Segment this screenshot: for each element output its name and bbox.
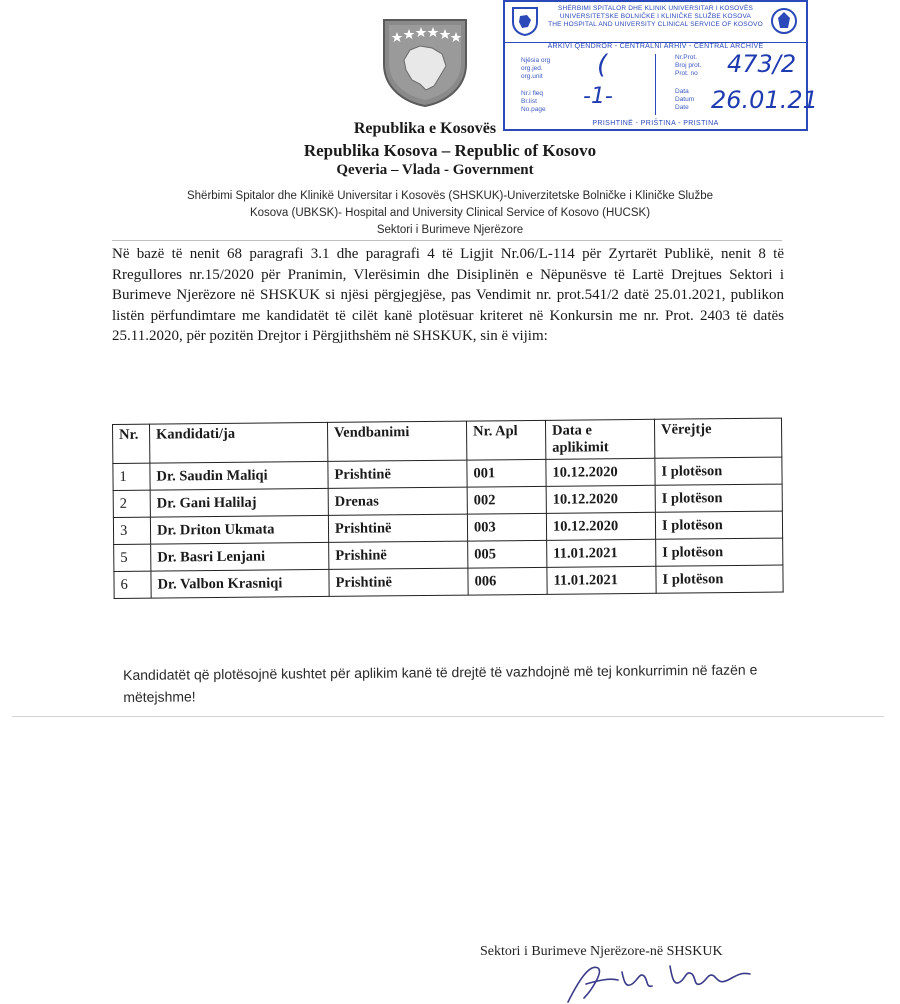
table-cell: Prishtinë — [328, 514, 467, 542]
table-cell: 10.12.2020 — [546, 485, 655, 513]
table-cell: 1 — [113, 463, 150, 490]
stamp-label-org — [521, 57, 550, 81]
table-cell: 3 — [113, 517, 150, 544]
stamp-label: org.jed. — [521, 65, 543, 72]
stamp-header-text — [543, 5, 768, 29]
stamp-label: No.page — [521, 106, 546, 113]
column-header: Nr. Apl — [466, 420, 545, 460]
stamp-header — [505, 2, 806, 43]
stamp-handwritten-protocol: 473/2 — [727, 50, 797, 78]
table-cell: Prishtinë — [329, 568, 468, 596]
stamp-label: Nr.i fleq — [521, 90, 544, 97]
stamp-handwritten-date: 26.01.21 — [711, 86, 818, 114]
table-cell: 10.12.2020 — [546, 512, 655, 540]
stamp-label: Njësia org — [521, 57, 551, 64]
stamp-city: PRISHTINË - PRIŠTINA - PRISTINA — [592, 120, 719, 127]
table-cell: 002 — [467, 486, 546, 514]
closing-paragraph: Kandidatët që plotësojnë kushtet për aplikim kanë të drejtë të vazhdojnë më tej konkurrimin në fazën e mëtejshme! — [123, 661, 758, 705]
table-cell: 11.01.2021 — [547, 566, 656, 594]
signature-label: Sektori i Burimeve Njerëzore-në SHSKUK — [480, 944, 723, 959]
handwritten-signature-icon — [560, 958, 770, 1004]
table-cell: Dr. Saudin Maliqi — [150, 461, 328, 490]
stamp-handwritten-org: ( — [597, 50, 608, 80]
stamp-header-line-2: UNIVERSITETSKE BOLNIČKE I KLINIČKE SLUŽBE KOSOVA — [559, 13, 752, 20]
table-cell: 006 — [468, 567, 547, 595]
column-header: Kandidati/ja — [150, 422, 328, 463]
stamp-header-line-1: SHËRBIMI SPITALOR DHE KLINIK UNIVERSITAR I KOSOVËS — [557, 5, 754, 12]
institution-line-1: Shërbimi Spitalor dhe Klinikë Universitar i Kosovës (SHSKUK)-Univerzitetske Bolničke i Kliničke Službe — [186, 190, 713, 202]
sector-name: Sektori i Burimeve Njerëzore — [376, 224, 524, 236]
table-cell: Dr. Valbon Krasniqi — [151, 569, 329, 598]
stamp-archive-line: ARKIVI QENDROR - CENTRALNI ARHIV - CENTRAL ARCHIVE — [547, 43, 764, 50]
intro-paragraph: Në bazë të nenit 68 paragrafi 3.1 dhe paragrafi 4 të Ligjit Nr.06/L-114 për Zyrtarët Publikë, nenit 8 të Rregullores nr.15/2020 për Pranimin, Vlerësimin dhe Disiplinën e Nëpunësve të Lartë Drejtues Sektori i Burimeve Njerëzore në SHSKUK si njësi përgjegjëse, pas Vendimit nr. prot.541/2 datë 25.01.2021, publikon listën përfundimtare me kandidatët të cilët kanë plotësuar kriteret në Konkursin me nr. Prot. 2403 të datës 25.11.2020, për pozitën Drejtor i Përgjithshëm në SHSKUK, sin ë vijim: — [112, 246, 784, 344]
table-cell: I plotëson — [656, 538, 783, 566]
government-title: Qeveria – Vlada - Government — [336, 162, 534, 178]
table-cell: Dr. Driton Ukmata — [150, 515, 328, 544]
stamp-label: org.unit — [521, 73, 543, 80]
column-header: Vendbanimi — [327, 421, 466, 461]
stamp-label-date — [675, 88, 694, 112]
table-cell: 10.12.2020 — [546, 458, 655, 486]
institution-block — [100, 188, 800, 239]
stamp-emblem-icon — [770, 6, 798, 36]
stamp-label: Data — [675, 88, 689, 95]
table-cell: 001 — [467, 459, 546, 487]
stamp-label: Nr.Prot. — [675, 54, 698, 61]
table-cell: 003 — [467, 513, 546, 541]
stamp-divider — [655, 54, 656, 115]
republic-full-title: Republika Kosova – Republic of Kosovo — [303, 141, 597, 160]
stamp-label-prot — [675, 54, 701, 78]
candidates-table — [112, 418, 784, 599]
stamp-label: Date — [675, 104, 689, 111]
table-cell: 6 — [114, 571, 151, 598]
stamp-label: Br.list — [521, 98, 537, 105]
table-header-row — [113, 418, 782, 463]
table-cell: Prishinë — [329, 541, 468, 569]
table-cell: 11.01.2021 — [547, 539, 656, 567]
table-row — [114, 565, 783, 598]
republic-title: Republika e Kosovës — [353, 120, 497, 137]
header-divider — [112, 240, 782, 241]
column-header: Nr. — [113, 424, 150, 463]
column-header: Vërejtje — [654, 418, 781, 458]
stamp-label-pages — [521, 90, 546, 114]
stamp-header-line-3: THE HOSPITAL AND UNIVERSITY CLINICAL SERVICE OF KOSOVO — [548, 21, 763, 28]
stamp-handwritten-pages: -1- — [583, 84, 613, 109]
table-cell: 5 — [114, 544, 151, 571]
kosovo-coat-of-arms-icon — [380, 16, 470, 108]
stamp-label: Prot. no — [675, 70, 698, 77]
table-cell: I plotëson — [656, 565, 783, 593]
table-cell: I plotëson — [655, 457, 782, 485]
stamp-label: Datum — [675, 96, 695, 103]
table-cell: Prishtinë — [328, 460, 467, 488]
table-cell: 2 — [113, 490, 150, 517]
institution-line-2: Kosova (UBKSK)- Hospital and University Clinical Service of Kosovo (HUCSK) — [249, 207, 651, 219]
footer-divider — [12, 716, 884, 717]
stamp-seal-icon — [511, 6, 539, 36]
table-cell: I plotëson — [655, 511, 782, 539]
archive-stamp — [503, 0, 818, 131]
table-cell: I plotëson — [655, 484, 782, 512]
table-cell: Drenas — [328, 487, 467, 515]
table-cell: 005 — [468, 540, 547, 568]
table-cell: Dr. Gani Halilaj — [150, 488, 328, 517]
table-cell: Dr. Basri Lenjani — [151, 542, 329, 571]
stamp-label: Broj prot. — [675, 62, 702, 69]
column-header: Data e aplikimit — [545, 419, 654, 459]
